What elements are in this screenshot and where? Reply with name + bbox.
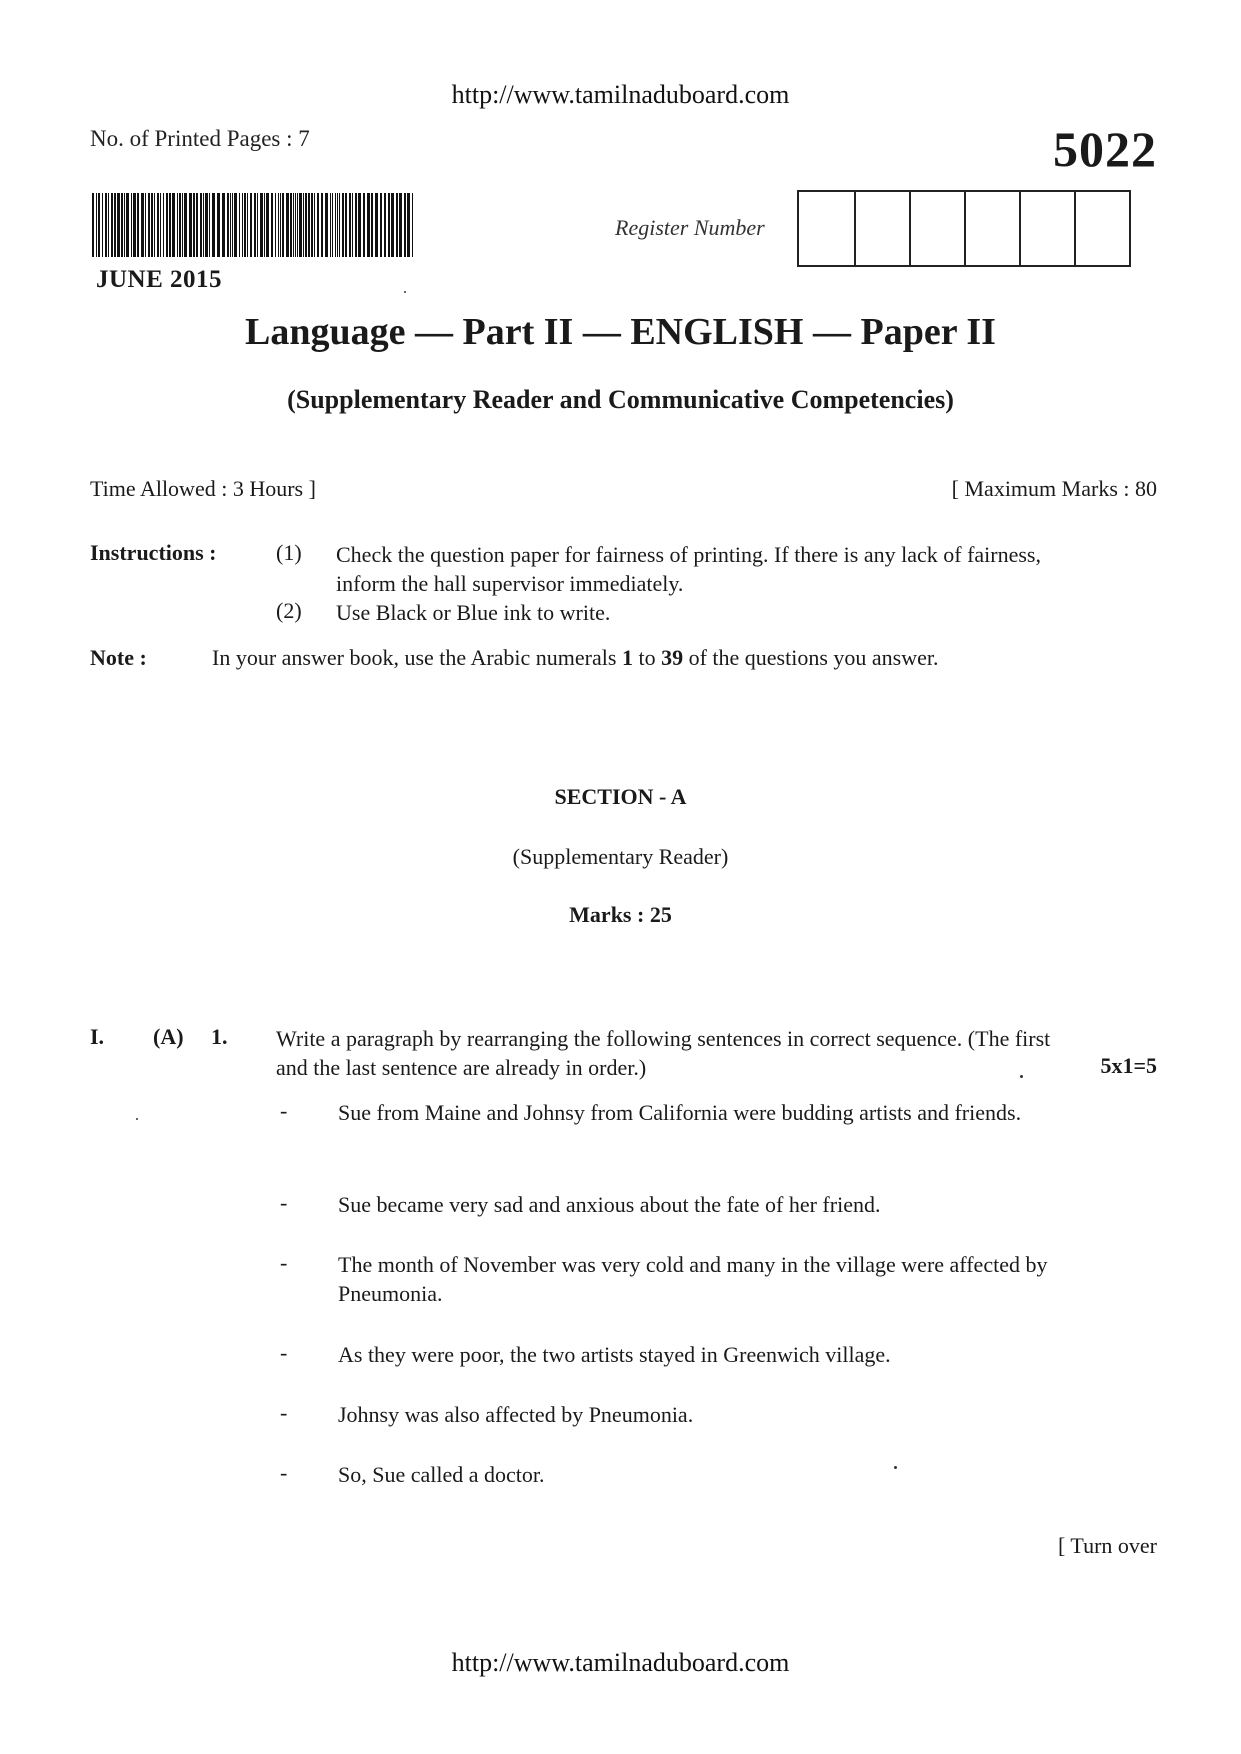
sentence-dash: - <box>280 1460 288 1485</box>
question-part: (A) <box>153 1024 184 1049</box>
sentence-item: As they were poor, the two artists stayed in Greenwich village. <box>338 1342 891 1367</box>
note-text-before: In your answer book, use the Arabic numerals <box>212 645 622 670</box>
sentence-dash: - <box>280 1400 288 1425</box>
paper-subtitle: (Supplementary Reader and Communicative Competencies) <box>287 385 954 414</box>
print-speck <box>136 1118 138 1120</box>
barcode-image <box>92 193 414 257</box>
turn-over: [ Turn over <box>1057 1533 1157 1558</box>
section-subheading: (Supplementary Reader) <box>512 844 729 869</box>
question-text: Write a paragraph by rearranging the following sentences in correct sequence. (The first and the last sentence are already in order.) <box>276 1026 1051 1080</box>
register-number-box[interactable] <box>1019 192 1074 265</box>
register-number-box[interactable] <box>909 192 964 265</box>
instruction-text: Check the question paper for fairness of printing. If there is any lack of fairness, inform the hall supervisor immediately. <box>336 542 1041 596</box>
paper-title: Language — Part II — ENGLISH — Paper II <box>245 311 996 353</box>
note-text <box>212 645 938 671</box>
exam-month: JUNE 2015 <box>96 266 223 293</box>
sentence-item: The month of November was very cold and many in the village were affected by Pneumonia. <box>338 1252 1048 1306</box>
sentence-item: Sue became very sad and anxious about the fate of her friend. <box>338 1192 881 1217</box>
instruction-text: Use Black or Blue ink to write. <box>336 600 611 625</box>
sentence-item: So, Sue called a doctor. <box>338 1462 545 1487</box>
question-number: 1. <box>211 1024 228 1049</box>
instruction-number: (2) <box>276 598 302 623</box>
sentence-dash: - <box>280 1190 288 1215</box>
register-number-box[interactable] <box>799 192 854 265</box>
note-label: Note : <box>90 645 147 670</box>
sentence-item: Sue from Maine and Johnsy from California were budding artists and friends. <box>338 1100 1022 1125</box>
print-speck <box>894 1466 897 1469</box>
register-number-box[interactable] <box>1074 192 1129 265</box>
register-number-box[interactable] <box>854 192 909 265</box>
print-speck <box>1020 1075 1023 1078</box>
source-url-top[interactable]: http://www.tamilnaduboard.com <box>451 80 790 109</box>
question-roman: I. <box>90 1024 105 1049</box>
section-marks: Marks : 25 <box>569 902 672 927</box>
note-range-from: 1 <box>621 645 633 670</box>
sentence-dash: - <box>280 1340 288 1365</box>
sentence-dash: - <box>280 1098 288 1123</box>
note-range-mid: to <box>632 645 662 670</box>
maximum-marks: [ Maximum Marks : 80 <box>951 476 1157 501</box>
time-allowed: Time Allowed : 3 Hours ] <box>90 476 316 501</box>
paper-code: 5022 <box>1053 121 1157 177</box>
question-marks: 5x1=5 <box>1100 1053 1157 1078</box>
printed-pages: No. of Printed Pages : 7 <box>90 126 310 151</box>
print-speck <box>404 291 406 293</box>
register-number-box[interactable] <box>964 192 1019 265</box>
sentence-item: Johnsy was also affected by Pneumonia. <box>338 1402 694 1427</box>
note-range-to: 39 <box>661 645 684 670</box>
instructions-label: Instructions : <box>90 540 217 565</box>
sentence-dash: - <box>280 1250 288 1275</box>
register-number-boxes <box>797 190 1131 267</box>
register-number-label: Register Number <box>615 215 765 240</box>
source-url-bottom[interactable]: http://www.tamilnaduboard.com <box>451 1648 790 1677</box>
section-heading: SECTION - A <box>554 784 687 809</box>
note-text-after: of the questions you answer. <box>683 645 939 670</box>
instruction-number: (1) <box>276 540 302 565</box>
